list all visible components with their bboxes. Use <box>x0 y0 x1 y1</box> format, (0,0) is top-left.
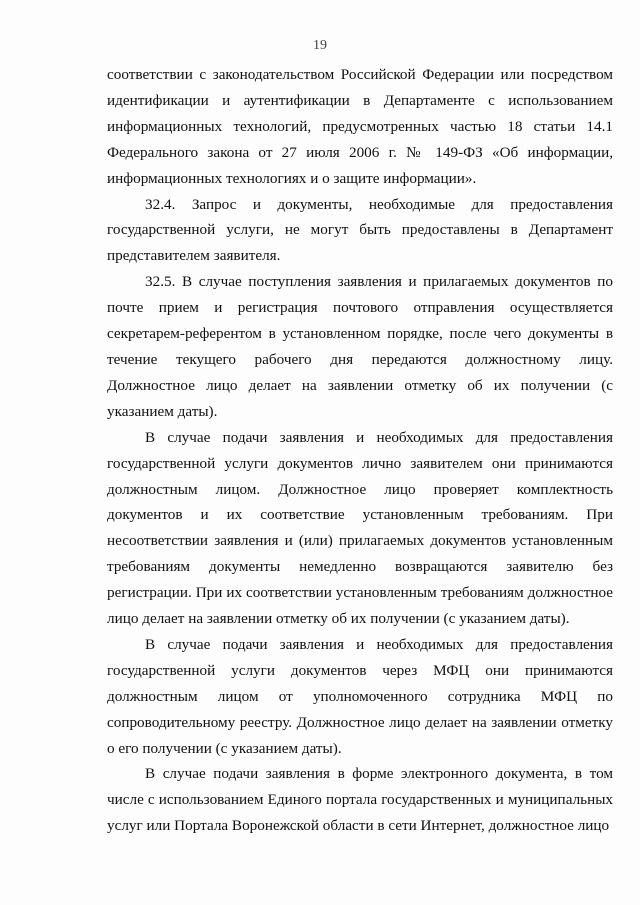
paragraph-continuation: соответствии с законодательством Российской Федерации или посредством идентификации и аутентификации в Департаменте с использованием информационных технологий, предусмотренных частью 18 статьи 14.1 Федерального закона от 27 июля 2006 г. № 149-ФЗ «Об информации, информационных технологиях и о защите информации». <box>107 66 613 187</box>
paragraph-32-4: 32.4. Запрос и документы, необходимые для предоставления государственной услуги, не могут быть предоставлены в Департамент представителем заявителя. <box>107 195 613 265</box>
paragraph-electronic-submission: В случае подачи заявления в форме электронного документа, в том числе с использованием Единого портала государственных и муниципальных услуг или Портала Воронежской области в сети Интернет, должностное лицо <box>107 765 613 835</box>
paragraph-32-5: 32.5. В случае поступления заявления и прилагаемых документов по почте прием и регистрация почтового отправления осуществляется секретарем-референтом в установленном порядке, после чего документы в течение текущего рабочего дня передаются должностному лицу. Должностное лицо делает на заявлении отметку об их получении (с указанием даты). <box>107 273 613 420</box>
paragraph-personal-submission: В случае подачи заявления и необходимых для предоставления государственной услуги документов лично заявителем они принимаются должностным лицом. Должностное лицо проверяет комплектность документов и их соответствие установленным требованиям. При несоответствии заявления и (или) прилагаемых документов установленным требованиям документы немедленно возвращаются заявителю без регистрации. При их соответствии установленным требованиям должностное лицо делает на заявлении отметку об их получении (с указанием даты). <box>107 428 613 628</box>
paragraph-mfc-submission: В случае подачи заявления и необходимых для предоставления государственной услуги документов через МФЦ они принимаются должностным лицом от уполномоченного сотрудника МФЦ по сопроводительному реестру. Должностное лицо делает на заявлении отметку о его получении (с указанием даты). <box>107 635 613 757</box>
page-number: 19 <box>313 38 327 53</box>
document-body <box>107 62 613 839</box>
